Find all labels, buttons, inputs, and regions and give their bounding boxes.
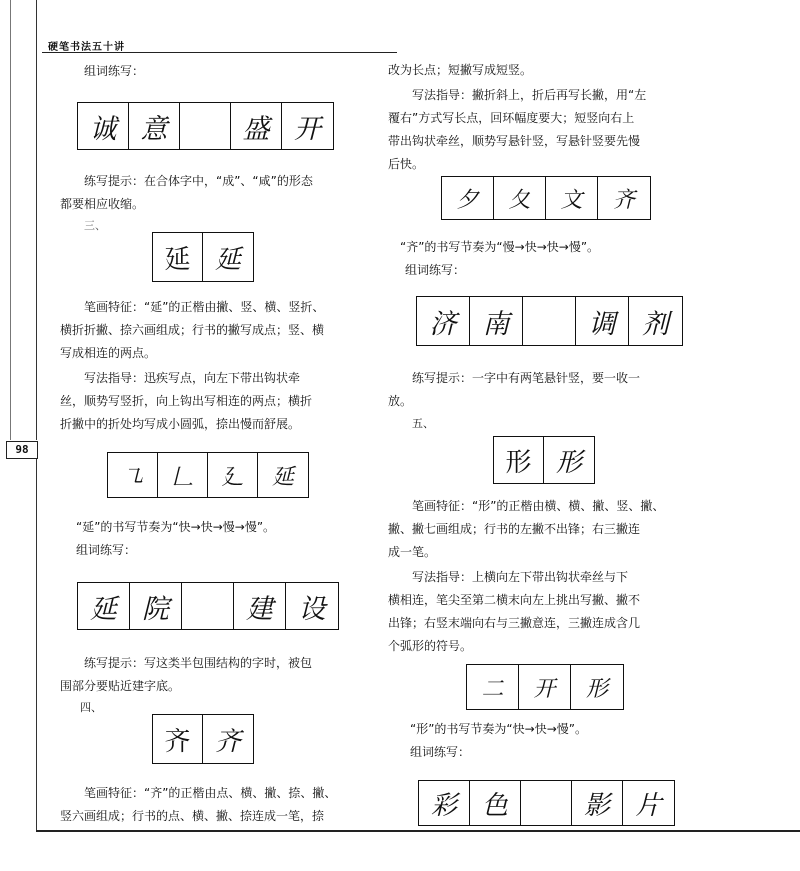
header-rule <box>42 52 397 53</box>
grid-cell-regular: 延 <box>153 233 203 281</box>
running-header: 硬笔书法五十讲 <box>48 42 125 53</box>
writing-method: 写法指导：迅疾写点，向左下带出钩状牵 <box>84 371 301 385</box>
writing-method-cont: 覆右”方式写长点，回环幅度要大；短竖向右上 <box>388 111 635 125</box>
grid-cell: 文 <box>546 177 598 219</box>
grid-cell: 形 <box>585 676 608 702</box>
grid-cell: 影 <box>572 781 623 825</box>
grid-cell: 片 <box>635 790 662 821</box>
word-practice-label: 组词练写： <box>84 64 145 78</box>
grid-cell: 意 <box>129 103 180 149</box>
grid-cell-empty <box>521 781 572 825</box>
grid-cell: 设 <box>298 593 326 625</box>
grid-cell: 南 <box>470 297 523 345</box>
grid-cell: 开 <box>519 665 571 709</box>
stroke-features-cont: 成一笔。 <box>388 545 437 559</box>
grid-cell: 剂 <box>642 308 669 340</box>
stroke-order-grid-qi <box>441 176 651 220</box>
practice-tip: 练写提示：在合体字中，“成”、“咸”的形态 <box>84 174 313 188</box>
stroke-features: 笔画特征：“形”的正楷由横、横、撇、竖、撇、 <box>412 499 665 513</box>
grid-cell: ㇈ <box>108 453 158 497</box>
page-number: 98 <box>6 441 38 459</box>
grid-cell-running: 形 <box>555 447 582 478</box>
writing-method-cont: 丝，顺势写竖折，向上钩出写相连的两点；横折 <box>60 394 313 408</box>
grid-cell: 济 <box>417 297 470 345</box>
grid-cell: 夕 <box>442 177 494 219</box>
grid-cell: 开 <box>294 113 321 145</box>
grid-cell-running: 延 <box>214 244 241 275</box>
grid-cell: 廴 <box>208 453 258 497</box>
margin-line-upper <box>36 0 37 440</box>
grid-cell: 延 <box>271 464 294 490</box>
section-number: 五、 <box>412 417 434 430</box>
practice-tip-cont: 围部分要贴近建字底。 <box>60 679 181 693</box>
writing-method: 写法指导：上横向左下带出钩状牵丝与下 <box>412 570 629 584</box>
continued-text: 改为长点；短撇写成短竖。 <box>388 63 533 77</box>
margin-line-lower <box>36 458 37 830</box>
grid-cell-empty <box>182 583 234 629</box>
stroke-order-grid-xing <box>466 664 624 710</box>
stroke-features-cont: 撇、撇七画组成；行书的左撇不出锋；右三撇连 <box>388 522 641 536</box>
practice-grid-yanyuan <box>77 582 339 630</box>
footer-rule <box>36 830 800 832</box>
practice-tip-cont: 放。 <box>388 394 413 408</box>
practice-grid-chengyi <box>77 102 334 150</box>
word-practice-label: 组词练写： <box>410 745 471 759</box>
stroke-features-cont: 横折折撇、捺六画组成；行书的撇写成点；竖、横 <box>60 323 325 337</box>
writing-method-cont: 横相连，笔尖至第二横末向左上挑出写撇、撇不 <box>388 593 641 607</box>
grid-cell-running: 齐 <box>214 726 241 757</box>
section-number: 三、 <box>84 219 106 232</box>
char-grid-yan <box>152 232 254 282</box>
grid-cell: 调 <box>576 297 629 345</box>
writing-rhythm: “形”的书写节奏为“快→快→慢”。 <box>410 722 587 736</box>
word-practice-label: 组词练写： <box>76 543 137 557</box>
grid-cell: 二 <box>467 665 519 709</box>
stroke-order-grid-yan <box>107 452 309 498</box>
word-practice-label: 组词练写： <box>405 263 466 277</box>
stroke-features-cont: 竖六画组成；行书的点、横、撇、捺连成一笔，捺 <box>60 809 325 823</box>
stroke-features: 笔画特征：“齐”的正楷由点、横、撇、捺、撇、 <box>84 786 337 800</box>
grid-cell-empty <box>180 103 231 149</box>
grid-cell: 夂 <box>494 177 546 219</box>
grid-cell: 院 <box>130 583 182 629</box>
writing-method-cont: 个弧形的符号。 <box>388 639 473 653</box>
char-grid-xing <box>493 436 595 484</box>
practice-grid-caise <box>418 780 675 826</box>
writing-method-cont: 出锋；右竖末端向右与三撇意连，三撇连成含几 <box>388 616 641 630</box>
practice-tip: 练写提示：一字中有两笔悬针竖，要一收一 <box>412 371 641 385</box>
grid-cell: 盛 <box>231 103 282 149</box>
grid-cell-regular: 齐 <box>153 715 203 763</box>
char-grid-qi <box>152 714 254 764</box>
grid-cell: 𠃊 <box>158 453 208 497</box>
stroke-features-cont: 写成相连的两点。 <box>60 346 157 360</box>
grid-cell: 彩 <box>419 781 470 825</box>
practice-tip: 练写提示：写这类半包围结构的字时，被包 <box>84 656 313 670</box>
practice-tip-cont: 都要相应收缩。 <box>60 197 145 211</box>
writing-method-cont: 后快。 <box>388 157 425 171</box>
stroke-features: 笔画特征：“延”的正楷由撇、竖、横、竖折、 <box>84 300 325 314</box>
writing-rhythm: “齐”的书写节奏为“慢→快→快→慢”。 <box>400 240 600 254</box>
grid-cell: 建 <box>234 583 286 629</box>
grid-cell: 诚 <box>78 103 129 149</box>
outer-margin-line <box>10 0 11 440</box>
grid-cell-regular: 形 <box>494 437 544 483</box>
grid-cell: 色 <box>470 781 521 825</box>
grid-cell: 延 <box>78 583 130 629</box>
grid-cell-empty <box>523 297 576 345</box>
writing-method-cont: 带出钩状牵丝，顺势写悬针竖，写悬针竖要先慢 <box>388 134 641 148</box>
writing-rhythm: “延”的书写节奏为“快→快→慢→慢”。 <box>76 520 276 534</box>
practice-grid-jinan <box>416 296 683 346</box>
grid-cell: 齐 <box>612 187 635 213</box>
writing-method-cont: 折撇中的折处均写成小圆弧，捺出慢而舒展。 <box>60 417 301 431</box>
section-number: 四、 <box>80 701 102 714</box>
writing-method: 写法指导：撇折斜上，折后再写长撇，用“左 <box>412 88 647 102</box>
